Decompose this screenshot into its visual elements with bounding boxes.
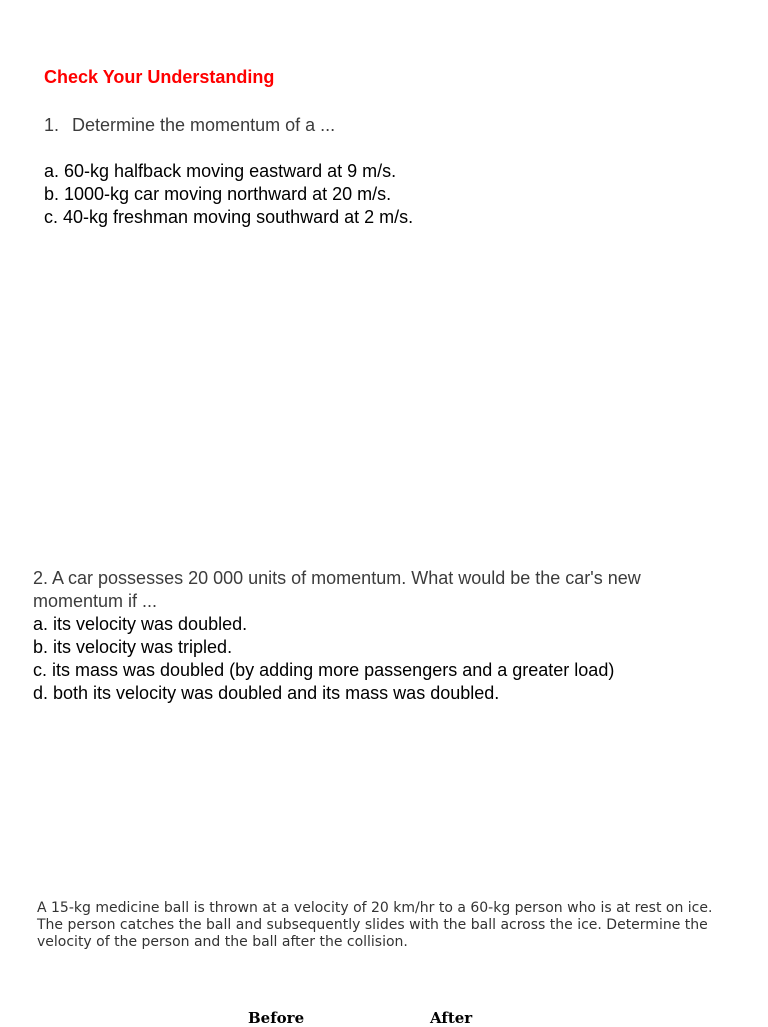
figure-before-label: Before	[248, 1009, 305, 1027]
question-1-number: 1.	[44, 115, 60, 135]
question-2-option-b: b. its velocity was tripled.	[33, 637, 233, 657]
question-3-text: A 15-kg medicine ball is thrown at a velocity of 20 km/hr to a 60-kg person who is at rest on ice. The person catches the ball and subsequently slides with the ball across the ice. Determine the velocity of the person and the ball after the collision.	[37, 900, 713, 950]
section-heading: Check Your Understanding	[44, 67, 275, 87]
question-2-option-d: d. both its velocity was doubled and its mass was doubled.	[33, 683, 500, 703]
question-1-stem	[44, 115, 335, 136]
figure-after-label: After	[430, 1009, 473, 1027]
question-1-text: Determine the momentum of a ...	[72, 115, 336, 135]
question-2	[33, 567, 733, 705]
question-1-option-a: a. 60-kg halfback moving eastward at 9 m/s.	[44, 161, 397, 181]
question-1-option-c: c. 40-kg freshman moving southward at 2 m/s.	[44, 207, 414, 227]
question-1-options	[44, 160, 413, 229]
question-1-option-b: b. 1000-kg car moving northward at 20 m/s.	[44, 184, 392, 204]
question-2-option-a: a. its velocity was doubled.	[33, 614, 248, 634]
question-2-option-c: c. its mass was doubled (by adding more passengers and a greater load)	[33, 660, 615, 680]
question-2-stem: 2. A car possesses 20 000 units of momentum. What would be the car's new momentum if ...	[33, 568, 641, 611]
